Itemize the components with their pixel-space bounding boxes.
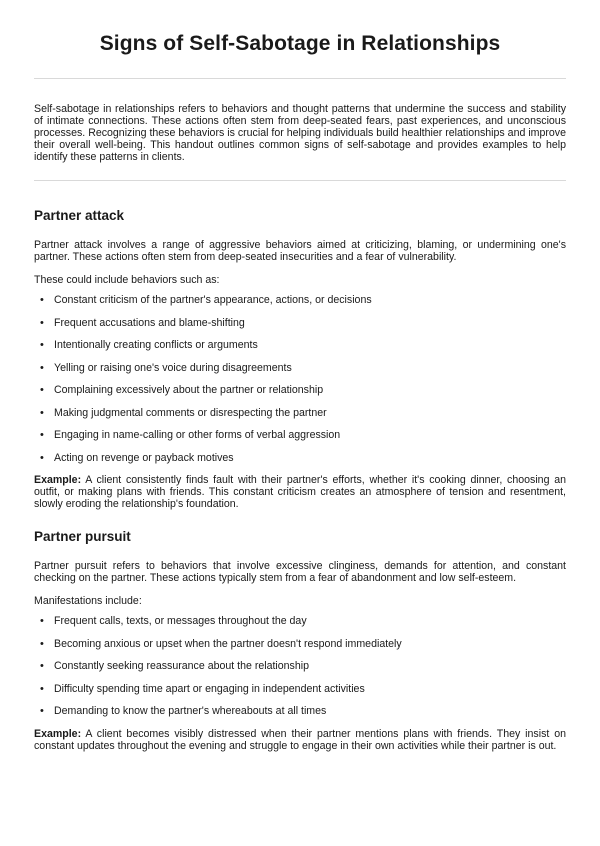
example-label: Example: — [34, 474, 82, 486]
intro-divider — [34, 180, 566, 181]
bullet-icon: • — [40, 316, 44, 329]
list-item-text: Yelling or raising one's voice during disagreements — [54, 361, 292, 374]
bullet-icon: • — [40, 451, 44, 464]
bullet-icon: • — [40, 406, 44, 419]
list-item — [34, 683, 566, 695]
list-item — [34, 317, 566, 329]
list-item-text: Constantly seeking reassurance about the relationship — [54, 660, 309, 672]
intro-paragraph: Self-sabotage in relationships refers to behaviors and thought patterns that undermine the success and stability of intimate connections. These actions often stem from deep-seated fears, past experiences, and unconscious processes. Recognizing these behaviors is crucial for helping individuals build healthier relationships and improve their overall well-being. This handout outlines common signs of self-sabotage and provides examples to help identify these patterns in clients. — [34, 103, 566, 163]
list-item — [34, 384, 566, 396]
list-item — [34, 339, 566, 351]
list-item-text: Frequent accusations and blame-shifting — [54, 316, 245, 329]
list-item — [34, 407, 566, 419]
list-item — [34, 452, 566, 464]
list-item-text: Becoming anxious or upset when the partner doesn't respond immediately — [54, 637, 402, 650]
section-lead-text: Manifestations include: — [34, 595, 142, 607]
list-item — [34, 362, 566, 374]
bullet-icon: • — [40, 705, 44, 717]
list-item-text: Making judgmental comments or disrespecting the partner — [54, 406, 327, 419]
example-paragraph — [34, 474, 566, 510]
section-lead-text: These could include behaviors such as: — [34, 274, 220, 286]
list-item-text: Demanding to know the partner's whereabouts at all times — [54, 705, 327, 717]
bullet-icon: • — [40, 361, 44, 374]
example-text: A client consistently finds fault with their partner's efforts, whether it's cooking dinner, choosing an outfit, or making plans with friends. This constant criticism creates an atmosphere of tension and resentment, slowly eroding the relationship's foundation. — [34, 474, 566, 510]
list-item-text: Constant criticism of the partner's appearance, actions, or decisions — [54, 294, 372, 306]
example-paragraph — [34, 728, 566, 752]
list-item-text: Frequent calls, texts, or messages throughout the day — [54, 615, 307, 627]
list-item-text: Acting on revenge or payback motives — [54, 451, 234, 464]
bullet-list-partner-pursuit — [34, 615, 566, 717]
section-description: Partner pursuit refers to behaviors that involve excessive clinginess, demands for attention, and constant checking on the partner. These actions typically stem from a fear of abandonment and low self-esteem. — [34, 560, 566, 584]
bullet-icon: • — [40, 637, 44, 650]
list-item — [34, 660, 566, 672]
bullet-icon: • — [40, 682, 44, 695]
section-description: Partner attack involves a range of aggressive behaviors aimed at criticizing, blaming, or undermining one's partner. These actions often stem from deep-seated insecurities and a fear of vulnerability. — [34, 239, 566, 263]
list-item — [34, 294, 566, 306]
bullet-icon: • — [40, 339, 44, 351]
example-label: Example: — [34, 727, 82, 740]
bullet-icon: • — [40, 294, 44, 306]
document-title: Signs of Self-Sabotage in Relationships — [99, 32, 501, 55]
list-item-text: Difficulty spending time apart or engaging in independent activities — [54, 682, 365, 695]
list-item — [34, 638, 566, 650]
bullet-icon: • — [40, 429, 44, 441]
bullet-list-partner-attack — [34, 294, 566, 464]
bullet-icon: • — [40, 615, 44, 627]
section-heading-partner-pursuit: Partner pursuit — [34, 529, 131, 544]
bullet-icon: • — [40, 384, 44, 396]
example-text: A client becomes visibly distressed when their partner mentions plans with friends. They insist on constant updates throughout the evening and struggle to engage in their own activities while their partner is out. — [34, 727, 566, 752]
section-heading-partner-attack: Partner attack — [34, 208, 125, 223]
list-item-text: Intentionally creating conflicts or arguments — [54, 339, 258, 351]
list-item-text: Engaging in name-calling or other forms of verbal aggression — [54, 429, 341, 441]
list-item — [34, 429, 566, 441]
bullet-icon: • — [40, 660, 44, 672]
title-divider — [34, 78, 566, 79]
list-item-text: Complaining excessively about the partner or relationship — [54, 384, 324, 396]
list-item — [34, 615, 566, 627]
list-item — [34, 705, 566, 717]
